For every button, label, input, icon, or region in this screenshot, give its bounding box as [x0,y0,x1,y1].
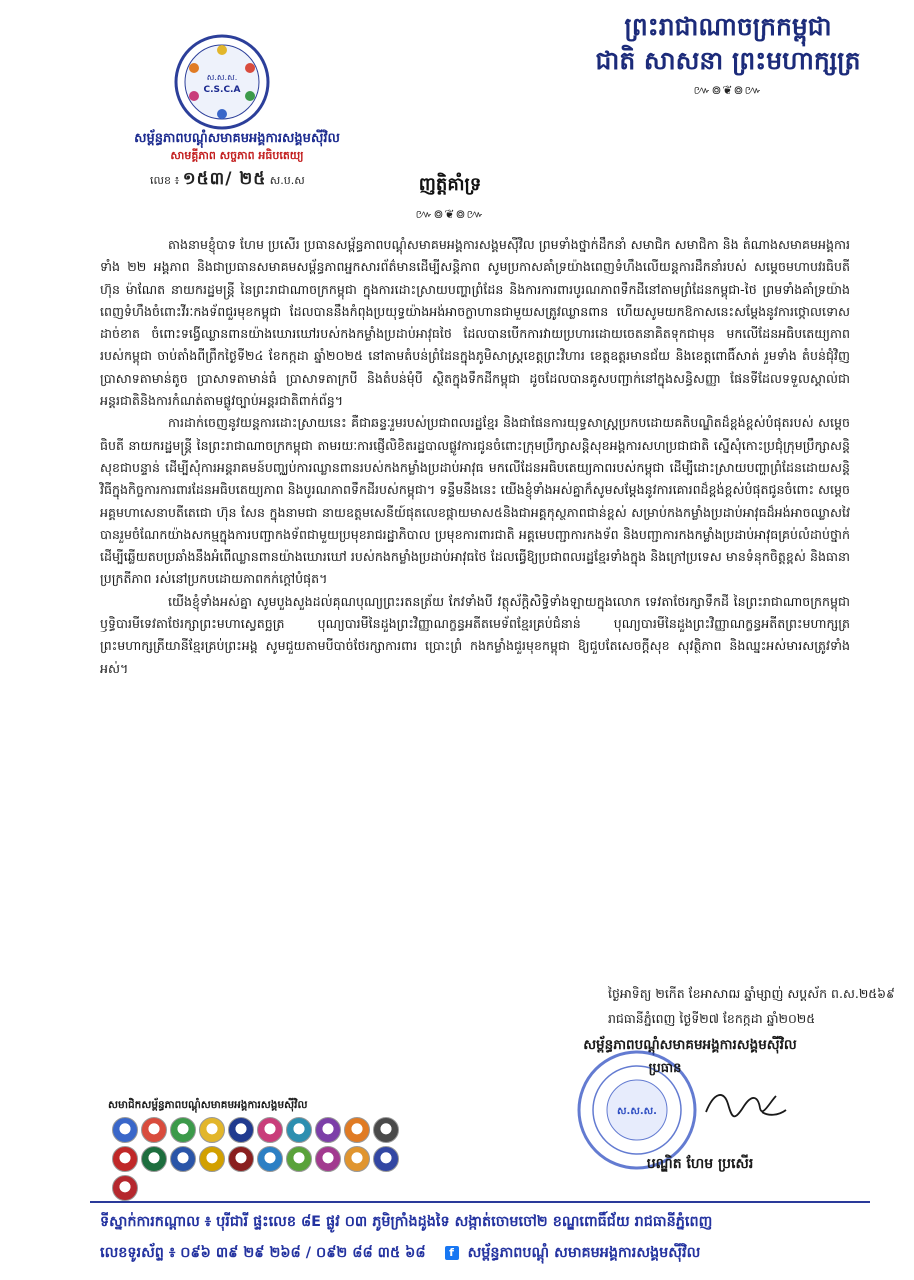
handwritten-signature [700,1082,790,1128]
kingdom-title: ព្រះរាជាណាចក្រកម្ពុជា [624,12,832,41]
organization-logo [168,32,276,132]
svg-text:C.S.C.A: C.S.C.A [203,85,241,95]
member-logo-icon [112,1175,138,1201]
member-logos [112,1117,402,1201]
member-logo-icon [199,1117,225,1143]
member-logo-icon [344,1117,370,1143]
paragraph-3: យើងខ្ញុំទាំងអស់គ្នា សូមបួងសួងដល់គុណបុណ្យព្រះរតនត្រ័យ កែវទាំងបី វត្ថុស័ក្តិសិទ្ធិទាំងឡាយក្នុងលោក ទេវតាថែរក្សាទឹកដី នៃព្រះរាជាណាចក្រកម្ពុជាឫទ្ធិបារមីទេវតាថែរក្សាព្រះមហាស្វេតច្ឆត្រ បុណ្យបារមីនៃដួងព្រះវិញ្ញាណក្ខន្ធអតីតមេទ័ពខ្មែរគ្រប់ជំនាន់ បុណ្យបារមីនៃដួងព្រះវិញ្ញាណក្ខន្ធអតីតព្រះមហាក្សត្រ ព្រះមហាក្សត្រីយានីខ្មែរគ្រប់ព្រះអង្គ សូមជួយតាមបីបាច់ថែរក្សាការពារ ប្រោះព្រំ កងកម្លាំងជួរមុខកម្ពុជា ឱ្យជួបតែសេចក្តីសុខ សុវត្ថិភាព និងឈ្នះអស់មារសត្រូវទាំងអស់។ [100,593,850,676]
member-logo-icon [141,1117,167,1143]
footer-contact [100,1244,890,1265]
svg-text:ស.ស.ស.: ស.ស.ស. [206,73,238,82]
facebook-icon: f [445,1246,459,1260]
reference-value: ១៥៣/ ២៥ [182,169,267,189]
member-logo-icon [286,1146,312,1172]
solar-date: រាជធានីភ្នំពេញ ថ្ងៃទី២៧ ខែកក្កដា ឆ្នាំ២០២៥ [608,1011,816,1026]
lunar-date: ថ្ងៃអាទិត្យ ២កើត ខែអាសាឍ ឆ្នាំម្សាញ់ សប្តស័ក ព.ស.២៥៦៩ [608,986,895,1001]
phone-label: លេខទូរស័ព្ទ [100,1245,164,1261]
organization-name: សម្ព័ន្ធភាពបណ្តុំសមាគមអង្គការសង្គមស៊ីវិល [134,131,340,146]
member-logo-icon [170,1117,196,1143]
member-logo-icon [112,1117,138,1143]
member-logo-icon [373,1146,399,1172]
reference-suffix: ស.ប.ស [269,174,305,187]
footer-divider [90,1201,870,1203]
facebook-page: សម្ព័ន្ធភាពបណ្តុំ សមាគមអង្គការសង្គមស៊ីវិល [467,1245,701,1261]
member-logo-icon [257,1117,283,1143]
paragraph-1: តាងនាមខ្ញុំបាទ ហែម ប្រសើរ ប្រធានសម្ព័ន្ធភាពបណ្តុំសមាគមអង្គការសង្គមស៊ីវិល ព្រមទាំងថ្នាក់ដឹកនាំ សមាជិក សមាជិកា និង តំណាងសមាគមអង្គការទាំង ២២ អង្គភាព និងជាប្រធានសមាគមសម្ព័ន្ធភាពអ្នកសារព័ត៌មានដើម្បីសន្តិភាព សូមប្រកាសគាំទ្រយ៉ាងពេញទំហឹងលើយន្តការដឹកនាំរបស់ សម្តេចមហាបវរធិបតី ហ៊ុន ម៉ាណែត នាយករដ្ឋមន្ត្រី នៃព្រះរាជាណាចក្រកម្ពុជា ក្នុងការដោះស្រាយបញ្ហាព្រំដែន និងការការពារបូរណភាពទឹកដីនៅតាមព្រំដែនកម្ពុជា-ថៃ ព្រមទាំងគាំទ្រយ៉ាងពេញទំហឹងចំពោះវីរៈកងទ័ពជួរមុខកម្ពុជា ដែលបាននឹងកំពុងប្រយុទ្ធយ៉ាងអង់អាចក្លាហានជាមួយសត្រូវឈ្លានពាន ហើយសូមយកឱកាសនេះសម្តែងនូវការថ្កោលទោសដាច់ខាត ចំពោះទង្វើឈ្លានពានយ៉ាងឃោរឃៅរបស់កងកម្លាំងប្រដាប់អាវុធថៃ ដែលបានបើកការវាយប្រហារដោយចេតនាគិតទុកជាមុន មកលើដែនអធិបតេយ្យភាពរបស់កម្ពុជា ចាប់តាំងពីព្រឹកថ្ងៃទី២៤ ខែកក្កដា ឆ្នាំ២០២៥ នៅតាមតំបន់ព្រំដែនក្នុងភូមិសាស្ត្រខេត្តព្រះវិហារ ខេត្តឧត្តរមានជ័យ និងខេត្តពោធិ៍សាត់ រួមទាំង តំបន់ជុំវិញប្រាសាទតាមាន់តូច ប្រាសាទតាមាន់ធំ ប្រាសាទតាក្របី និងតំបន់មុំបី ស្ថិតក្នុងទឹកដីកម្ពុជា ដូចដែលបានគូសបញ្ជាក់នៅក្នុងសន្ធិសញ្ញា ផែនទីដែលទទួលស្គាល់ជាអន្តរជាតិនិងការកំណត់តាមផ្លូវច្បាប់អន្តរជាតិពាក់ព័ន្ធ។ [100,237,850,409]
member-logo-icon [257,1146,283,1172]
signer-name: បណ្ឌិត ហែម ប្រសើរ [646,1156,754,1172]
kingdom-motto: ជាតិ សាសនា ព្រះមហាក្សត្រ [595,46,861,75]
organization-motto: សាមគ្គីភាព សច្ចភាព អធិបតេយ្យ [170,149,304,162]
signer-role: ប្រធាន [648,1061,682,1076]
document-title: ញត្តិគាំទ្រ [418,174,482,195]
header-ornament: ៚៙❦៙៚ [693,83,763,97]
svg-text:ស.ស.ស.: ស.ស.ស. [617,1106,657,1117]
member-logo-icon [199,1146,225,1172]
member-logo-icon [344,1146,370,1172]
reference-number [150,168,305,193]
phone-number: ៖ ០៩៦ ៣៩ ២៩ ២៦៨ / ០៩២ ៨៨ ៣៥ ៦៨ [168,1245,426,1261]
member-logo-icon [141,1146,167,1172]
paragraph-2: ការដាក់ចេញនូវយន្តការដោះស្រាយនេះ គឺជាឆន្ទៈរួមរបស់ប្រជាពលរដ្ឋខ្មែរ និងជាផែនការយុទ្ធសាស្ត្រប្រកបដោយគតិបណ្ឌិតដ៏ខ្ពង់ខ្ពស់បំផុតរបស់ សម្តេចធិបតី នាយករដ្ឋមន្ត្រី នៃព្រះរាជាណាចក្រកម្ពុជា តាមរយៈការផ្ញើលិខិតរដ្ឋបាលផ្លូវការជូនចំពោះក្រុមប្រឹក្សាសន្តិសុខអង្គការសហប្រជាជាតិ ស្នើសុំកោះប្រជុំក្រុមប្រឹក្សាសន្តិសុខជាបន្ទាន់ ដើម្បីសុំការអន្តរាគមន៍បញ្ឈប់ការឈ្លានពានរបស់កងកម្លាំងប្រដាប់អាវុធ មកលើដែនអធិបតេយ្យភាពរបស់កម្ពុជា ដើម្បីដោះស្រាយបញ្ហាព្រំដែនដោយសន្តិវិធីក្នុងកិច្ចការការពារដែនអធិបតេយ្យភាព និងបូរណភាពទឹកដីរបស់កម្ពុជា។ ទន្ទឹមនឹងនេះ យើងខ្ញុំទាំងអស់គ្នាក៏សូមសម្តែងនូវការគោរពដ៏ខ្ពង់ខ្ពស់បំផុតជូនចំពោះ សម្តេចអគ្គមហាសេនាបតីតេជោ ហ៊ុន សែន ក្នុងនាមជា នាយឧត្តមសេនីយ៍ផុតលេខផ្កាយមាស៥និងជាអគ្គកុស្ថភាពជាន់ខ្ពស់ សម្រាប់កងកម្លាំងប្រដាប់អាវុធដ៏អង់អាចឈ្លាសវៃ បានរួមចំណែកយ៉ាងសកម្មក្នុងការបញ្ជាកងទ័ពជាមួយប្រមុខរាជរដ្ឋាភិបាល ប្រមុខការពារជាតិ អគ្គមេបញ្ជាការកងទ័ព និងបញ្ជាការកងកម្លាំងប្រដាប់អាវុធគ្រប់លំដាប់ថ្នាក់ ដើម្បីឆ្លើយតបប្រឆាំងនឹងអំពើឈ្លានពានយ៉ាងឃោរឃៅ របស់កងកម្លាំងប្រដាប់អាវុធថៃ ដែលធ្វើឱ្យប្រជាពលរដ្ឋខ្មែរទាំងក្នុង និងក្រៅប្រទេស មានទំនុកចិត្តខ្ពស់ និងធានាប្រក្រតីភាព រស់នៅប្រកបដោយភាពកក់ក្តៅបំផុត។ [100,415,850,587]
member-logo-icon [286,1117,312,1143]
member-logo-icon [228,1117,254,1143]
member-logo-icon [373,1117,399,1143]
member-logo-icon [315,1146,341,1172]
member-logo-icon [228,1146,254,1172]
member-logo-icon [315,1117,341,1143]
member-logo-icon [112,1146,138,1172]
letter-body [100,234,850,680]
signing-organization: សម្ព័ន្ធភាពបណ្តុំសមាគមអង្គការសង្គមស៊ីវិល [583,1037,797,1053]
title-ornament: ៚៙❦៙៚ [415,207,485,221]
member-logo-icon [170,1146,196,1172]
footer-address: ទីស្នាក់ការកណ្តាល ៖ បុរីជារី ផ្ទះលេខ ៨E ផ្លូវ ០៣ ភូមិក្រាំងដូងទៃ សង្កាត់ចោមចៅ២ ខណ្ឌពោធិ៍ជ័យ រាជធានីភ្នំពេញ [100,1214,713,1230]
reference-label: លេខ ៖ [150,174,180,187]
members-title: សមាជិកសម្ព័ន្ធភាពបណ្តុំសមាគមអង្គការសង្គមស៊ីវិល [108,1099,308,1111]
